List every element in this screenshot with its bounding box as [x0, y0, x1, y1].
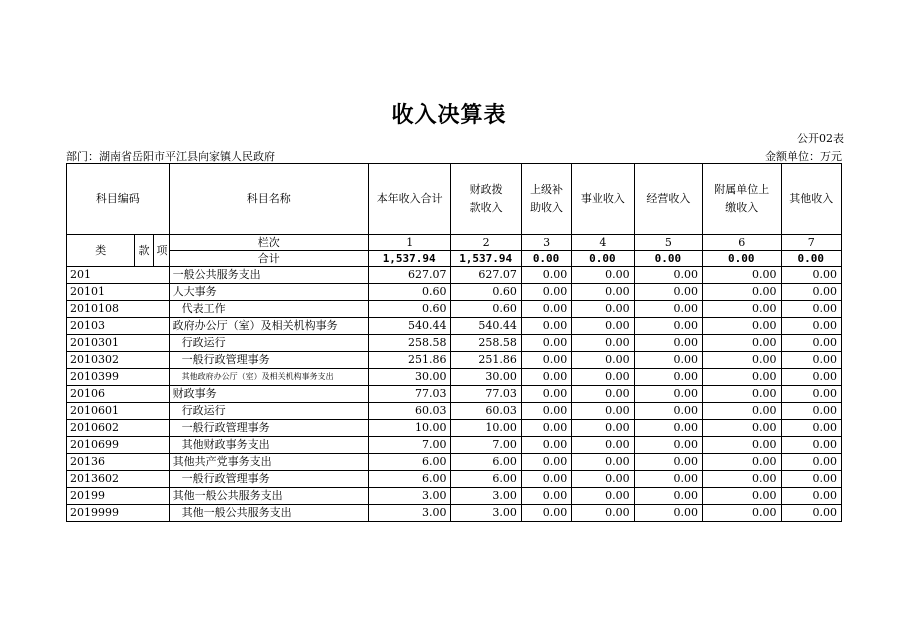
row-value: 0.00 — [703, 420, 782, 437]
row-value: 258.58 — [451, 335, 521, 352]
total-cell: 0.00 — [634, 251, 702, 267]
row-code: 2010108 — [67, 301, 170, 318]
row-value: 0.00 — [521, 454, 571, 471]
row-value: 0.00 — [634, 301, 702, 318]
row-code: 2010602 — [67, 420, 170, 437]
col-index: 3 — [521, 235, 571, 251]
row-value: 0.00 — [572, 454, 634, 471]
row-name: 代表工作 — [169, 301, 368, 318]
row-name: 一般公共服务支出 — [169, 267, 368, 284]
row-value: 0.00 — [572, 420, 634, 437]
row-value: 0.00 — [572, 284, 634, 301]
header-lei: 类 — [67, 235, 135, 267]
row-code: 2019999 — [67, 505, 170, 522]
row-name: 政府办公厅（室）及相关机构事务 — [169, 318, 368, 335]
row-name: 其他一般公共服务支出 — [169, 488, 368, 505]
header-affiliated: 附属单位上缴收入 — [703, 164, 782, 235]
row-value: 60.03 — [451, 403, 521, 420]
row-name: 一般行政管理事务 — [169, 420, 368, 437]
row-value: 0.00 — [634, 488, 702, 505]
row-value: 0.60 — [368, 301, 451, 318]
row-value: 0.00 — [781, 420, 841, 437]
row-value: 0.00 — [703, 437, 782, 454]
row-value: 0.00 — [572, 437, 634, 454]
revenue-table — [66, 163, 842, 522]
col-index: 2 — [451, 235, 521, 251]
col-index: 5 — [634, 235, 702, 251]
page-title: 收入决算表 — [391, 102, 507, 128]
row-value: 0.00 — [521, 284, 571, 301]
row-value: 0.00 — [703, 318, 782, 335]
row-value: 6.00 — [368, 471, 451, 488]
row-value: 6.00 — [451, 471, 521, 488]
header-fiscal: 财政拨款收入 — [451, 164, 521, 235]
row-value: 627.07 — [368, 267, 451, 284]
row-value: 77.03 — [368, 386, 451, 403]
table-row — [67, 301, 842, 318]
row-value: 0.00 — [703, 352, 782, 369]
row-value: 30.00 — [368, 369, 451, 386]
table-body — [67, 267, 842, 522]
row-value: 10.00 — [368, 420, 451, 437]
row-value: 0.60 — [451, 301, 521, 318]
row-name: 其他一般公共服务支出 — [169, 505, 368, 522]
header-row — [67, 164, 842, 235]
row-name: 行政运行 — [169, 335, 368, 352]
row-value: 0.00 — [781, 505, 841, 522]
table-row — [67, 454, 842, 471]
total-cell: 0.00 — [521, 251, 571, 267]
row-value: 77.03 — [451, 386, 521, 403]
row-value: 0.00 — [781, 386, 841, 403]
total-cell: 1,537.94 — [368, 251, 451, 267]
row-code: 2010302 — [67, 352, 170, 369]
row-value: 0.00 — [572, 318, 634, 335]
header-business: 事业收入 — [572, 164, 634, 235]
row-value: 0.00 — [781, 301, 841, 318]
header-xiang: 项 — [153, 235, 169, 267]
row-value: 0.60 — [368, 284, 451, 301]
row-value: 0.00 — [781, 267, 841, 284]
row-value: 0.00 — [572, 386, 634, 403]
row-value: 3.00 — [368, 488, 451, 505]
row-value: 0.00 — [703, 369, 782, 386]
row-value: 0.00 — [634, 284, 702, 301]
row-value: 0.00 — [634, 386, 702, 403]
row-value: 0.00 — [572, 301, 634, 318]
table-row — [67, 318, 842, 335]
row-value: 0.00 — [703, 454, 782, 471]
row-value: 7.00 — [451, 437, 521, 454]
row-value: 0.00 — [572, 352, 634, 369]
row-name: 其他共产党事务支出 — [169, 454, 368, 471]
row-code: 201 — [67, 267, 170, 284]
row-name: 其他政府办公厅（室）及相关机构事务支出 — [169, 369, 368, 386]
table-row — [67, 505, 842, 522]
table-row — [67, 267, 842, 284]
header-code: 科目编码 — [67, 164, 170, 235]
row-value: 30.00 — [451, 369, 521, 386]
total-cell: 1,537.94 — [451, 251, 521, 267]
row-name: 财政事务 — [169, 386, 368, 403]
row-value: 0.00 — [521, 488, 571, 505]
row-name: 一般行政管理事务 — [169, 471, 368, 488]
row-code: 2010601 — [67, 403, 170, 420]
row-value: 0.00 — [703, 488, 782, 505]
row-value: 0.00 — [634, 403, 702, 420]
row-value: 0.00 — [572, 369, 634, 386]
row-value: 0.00 — [781, 454, 841, 471]
table-row — [67, 471, 842, 488]
row-value: 0.00 — [572, 267, 634, 284]
col-index: 1 — [368, 235, 451, 251]
table-row — [67, 352, 842, 369]
header-total: 本年收入合计 — [368, 164, 451, 235]
row-value: 0.00 — [572, 403, 634, 420]
row-name: 人大事务 — [169, 284, 368, 301]
table-row — [67, 488, 842, 505]
row-value: 627.07 — [451, 267, 521, 284]
row-value: 0.00 — [634, 369, 702, 386]
row-value: 0.00 — [572, 505, 634, 522]
row-code: 2013602 — [67, 471, 170, 488]
row-code: 20101 — [67, 284, 170, 301]
row-value: 0.00 — [703, 335, 782, 352]
row-value: 0.00 — [634, 352, 702, 369]
total-label: 合计 — [169, 251, 368, 267]
row-value: 540.44 — [368, 318, 451, 335]
row-value: 0.00 — [572, 471, 634, 488]
table-row — [67, 369, 842, 386]
header-superior: 上级补助收入 — [521, 164, 571, 235]
table-row — [67, 403, 842, 420]
row-code: 20103 — [67, 318, 170, 335]
row-value: 0.00 — [703, 301, 782, 318]
row-name: 其他财政事务支出 — [169, 437, 368, 454]
row-value: 10.00 — [451, 420, 521, 437]
row-code: 2010699 — [67, 437, 170, 454]
row-value: 0.00 — [703, 505, 782, 522]
row-value: 0.00 — [634, 505, 702, 522]
row-value: 0.00 — [703, 403, 782, 420]
row-code: 20199 — [67, 488, 170, 505]
row-value: 0.00 — [781, 437, 841, 454]
row-value: 0.00 — [521, 505, 571, 522]
row-value: 258.58 — [368, 335, 451, 352]
row-value: 0.00 — [781, 369, 841, 386]
row-value: 0.00 — [572, 335, 634, 352]
row-value: 0.00 — [781, 352, 841, 369]
unit-label: 金额单位：万元 — [765, 150, 842, 163]
row-value: 0.00 — [703, 284, 782, 301]
row-value: 6.00 — [368, 454, 451, 471]
row-value: 0.00 — [521, 471, 571, 488]
row-value: 0.00 — [572, 488, 634, 505]
row-value: 60.03 — [368, 403, 451, 420]
row-value: 0.00 — [521, 420, 571, 437]
table-row — [67, 386, 842, 403]
row-value: 0.00 — [634, 335, 702, 352]
row-value: 0.00 — [521, 318, 571, 335]
header-operating: 经营收入 — [634, 164, 702, 235]
col-index: 7 — [781, 235, 841, 251]
row-value: 0.00 — [634, 454, 702, 471]
total-cell: 0.00 — [781, 251, 841, 267]
table-row — [67, 437, 842, 454]
row-value: 0.00 — [781, 284, 841, 301]
row-code: 2010399 — [67, 369, 170, 386]
row-value: 0.00 — [781, 403, 841, 420]
header-other: 其他收入 — [781, 164, 841, 235]
row-value: 0.00 — [781, 318, 841, 335]
row-value: 0.00 — [703, 471, 782, 488]
row-value: 0.00 — [634, 471, 702, 488]
row-name: 行政运行 — [169, 403, 368, 420]
total-cell: 0.00 — [572, 251, 634, 267]
header-name: 科目名称 — [169, 164, 368, 235]
row-value: 3.00 — [368, 505, 451, 522]
col-index: 6 — [703, 235, 782, 251]
row-value: 0.00 — [521, 369, 571, 386]
row-code: 20106 — [67, 386, 170, 403]
row-code: 2010301 — [67, 335, 170, 352]
row-value: 0.00 — [703, 267, 782, 284]
row-value: 0.00 — [521, 403, 571, 420]
row-value: 3.00 — [451, 505, 521, 522]
row-value: 6.00 — [451, 454, 521, 471]
row-value: 0.00 — [521, 352, 571, 369]
table-row — [67, 284, 842, 301]
department-label: 部门：湖南省岳阳市平江县向家镇人民政府 — [66, 150, 275, 163]
row-value: 0.00 — [634, 318, 702, 335]
row-value: 0.00 — [521, 335, 571, 352]
row-value: 3.00 — [451, 488, 521, 505]
header-kuan: 款 — [135, 235, 153, 267]
row-value: 0.00 — [521, 301, 571, 318]
table-row — [67, 420, 842, 437]
col-index: 4 — [572, 235, 634, 251]
row-value: 0.00 — [634, 267, 702, 284]
row-value: 0.00 — [634, 437, 702, 454]
form-number: 公开02表 — [797, 132, 844, 145]
row-value: 0.00 — [521, 437, 571, 454]
row-value: 251.86 — [368, 352, 451, 369]
row-value: 7.00 — [368, 437, 451, 454]
row-value: 0.00 — [781, 335, 841, 352]
row-value: 0.00 — [781, 488, 841, 505]
row-name: 一般行政管理事务 — [169, 352, 368, 369]
row-value: 0.00 — [703, 386, 782, 403]
total-cell: 0.00 — [703, 251, 782, 267]
table-row — [67, 335, 842, 352]
row-value: 0.60 — [451, 284, 521, 301]
row-value: 0.00 — [521, 386, 571, 403]
lanci-label: 栏次 — [169, 235, 368, 251]
row-code: 20136 — [67, 454, 170, 471]
row-value: 0.00 — [634, 420, 702, 437]
row-value: 251.86 — [451, 352, 521, 369]
row-value: 0.00 — [521, 267, 571, 284]
total-row — [67, 251, 842, 267]
index-row — [67, 235, 842, 251]
row-value: 540.44 — [451, 318, 521, 335]
row-value: 0.00 — [781, 471, 841, 488]
